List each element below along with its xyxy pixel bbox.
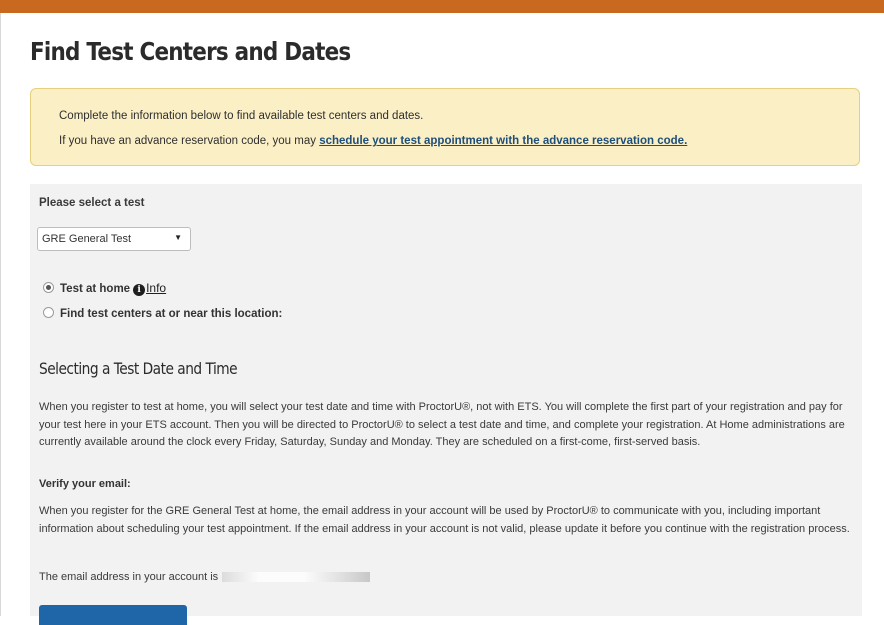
account-email-label: The email address in your account is — [39, 571, 219, 583]
notice-line-2 — [59, 135, 687, 147]
select-test-label: Please select a test — [39, 197, 145, 209]
advance-reservation-link[interactable]: schedule your test appointment with the advance reservation code. — [319, 135, 688, 147]
test-selection-panel — [30, 184, 862, 616]
notice-box — [30, 88, 860, 166]
radio-label-test-centers: Find test centers at or near this location: — [60, 308, 283, 320]
top-accent-bar — [0, 0, 884, 13]
account-email-redacted — [222, 572, 370, 582]
radio-option-test-centers[interactable] — [43, 307, 282, 320]
caret-down-icon: ▼ — [174, 233, 182, 242]
account-email-line — [39, 571, 370, 583]
email-usage-paragraph: When you register for the GRE General Test at home, the email address in your account will be used by ProctorU® to communicate with you, including important information about scheduling your test appointment. If the email address in your account is not valid, please update it before you continue with the registration process. — [39, 505, 850, 535]
page-left-border — [0, 13, 1, 616]
home-testing-paragraph: When you register to test at home, you will select your test date and time with ProctorU®, not with ETS. You will complete the first part of your registration and pay for your test here in your ETS account. Then you will be directed to ProctorU® to select a test date and time, and complete your registration. At Home administrations are currently available around the clock every Friday, Saturday, Sunday and Monday. They are scheduled on a first-come, first-served basis. — [39, 401, 845, 448]
verify-email-heading: Verify your email: — [39, 478, 131, 490]
notice-line-2-text: If you have an advance reservation code, you may — [59, 135, 320, 147]
notice-line-1: Complete the information below to find available test centers and dates. — [59, 110, 424, 122]
radio-button-checked[interactable] — [43, 282, 54, 293]
test-select-dropdown[interactable] — [37, 227, 191, 251]
section-title: Selecting a Test Date and Time — [39, 359, 238, 378]
info-link[interactable]: Info — [146, 281, 167, 295]
info-circle-icon[interactable]: i — [133, 284, 145, 296]
radio-button-unchecked[interactable] — [43, 307, 54, 318]
test-select-value: GRE General Test — [42, 233, 132, 245]
page-title: Find Test Centers and Dates — [30, 37, 351, 66]
radio-label-test-at-home: Test at home — [60, 283, 131, 295]
continue-button[interactable] — [39, 605, 187, 625]
radio-option-test-at-home[interactable] — [43, 281, 166, 296]
